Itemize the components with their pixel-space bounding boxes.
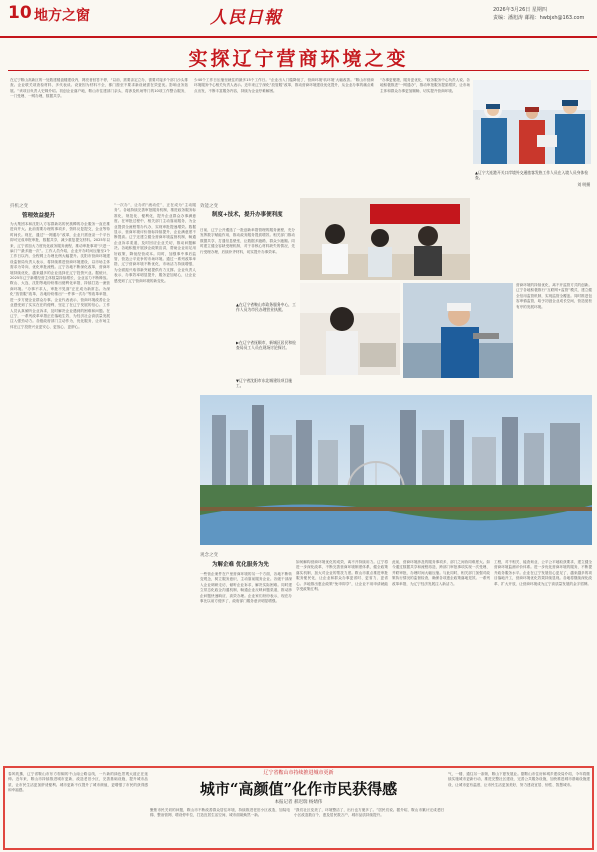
headline-rule xyxy=(8,70,589,71)
bottom-story-text-3: “我们社区变美了，环境整洁了，出行也方便多了。”居民们说。据介绍，鞍山市累计完成老旧小区改造数百个，惠及居民数万户，城市品质持续提升。 xyxy=(294,808,444,818)
intro-text-2: 少40个工作日压缩至就住的最多15个工作日。“企业出入门槛降低了，营商环境‘软环境’大幅改善。”鞍山市营商环境服务中心相关负责人表示。近年来辽宁深化“放管服”改革，推动营商环境建设优化提升，从企业办事的痛点难点出发，不断丰富服务内容，持续为企业纾难解困。 xyxy=(194,78,374,93)
left-subtitle: 管理效益提升 xyxy=(22,213,56,219)
caption-top-right-credit: 刘 明摄 xyxy=(577,182,590,187)
section-name: 地方之窗 xyxy=(34,8,90,24)
bottom-story-byline: 本报记者 郝迟瑞 杨婧伟 xyxy=(274,800,323,805)
bottom-story-headline: 城市“高颜值”化作市民获得感 xyxy=(199,780,398,798)
photo-service-center xyxy=(300,198,470,280)
mid-column-text: 日前，辽宁公开遴选了一批创新举措管理的服务流程，充分发挥数字赋能作用，推动政务服务提质增效。相关部门推动数据共享，打通信息壁垒，让数据多跑路，群众少跑腿。同时建立健全容缺受理机制，对于非核心材料缺失的情况，先行受理办理，后续补齐材料，切实提升办事效率。 xyxy=(200,228,295,254)
left-column-text-2: “一次办”，让办的“流动佐”，正在成为“主动服务”。各地持续完善审批服务机制，推进政务服务标准化、规范化、便利化，提升企业群众办事满意度。在审批过程中，相关部门主动靠前服务，为企业提供全流程帮办代办，实现审批提速增效。数据显示，营商环境评价指标持续提升，企业满意度不断提高。辽宁还建立健全营商环境监督机制，畅通企业诉求渠道，及时回应企业关切，推动问题解决。各地积极开展涉企政策宣讲，帮助企业用足用好政策，降低经营成本。同时，加强事中事后监管，营造公平竞争的市场环境。通过一系列改革举措，辽宁营商环境不断优化，市场活力持续增强，为全面振兴取得新突破提供有力支撑。企业负责人表示，办事效率明显提升，服务更加贴心，让企业感受到了辽宁营商环境的新变化。 xyxy=(114,203,196,283)
caption-mid-3: ▼辽宁省沈阳市东北城建设项目施工。 xyxy=(236,378,293,388)
bottom-text-4: 工程，对不相关、能查询业、公平公平地取获要求，建立健全营商环境监测评价体系。进一步优化营商环境的服务，不断提升政务服务水平。企业在辽宁发展信心更足了，越来越多的项目落地开工，营商环境优化效果持续显现。各地将继续深化改革、扩大开放，让营商环境成为辽宁高质量发展的金字招牌。 xyxy=(494,560,592,586)
bottom-subtitle: 为解企难 优化服务为先 xyxy=(212,562,269,568)
photo-office-worker xyxy=(300,283,400,375)
main-headline: 实探辽宁营商环境之变 xyxy=(188,48,409,70)
bottom-text-3: 此前，营商环境涉及的服务事项多，部门之间协同难度大。如今通过数据共享和流程再造，跨部门审批事项实现一次受理、并联审批，办理时间大幅压缩。与此同时，相关部门加强对政策执行情况的监督检查，确保各项惠企政策落地见效。一系列改革举措，为辽宁经济发展注入新活力。 xyxy=(392,560,490,586)
intro-text: 在辽宁鞍山高新区的一处数建楼盘楼建设内，网亮者回答不停，“以前，需要亲定立办，需要对接多个部门沙头排查。企业联关项查检材料，多代表谈。设查因为材料不全，都门窗至不要求新设就需在效更优。影响业务拓展。”该项目负责人史姝介绍。初创企业落户地，鞍山市住建部门亲头，将涉及机场等门的10项工作整合服务，一门受理、一网办理，数据共享。 xyxy=(10,78,188,99)
bottom-story-kicker: 辽宁省鞍山市持续推进城市更新 xyxy=(263,770,334,776)
date-line: 2026年3月26日 星期四 xyxy=(493,7,547,13)
mid-subtitle: 制度+技术，提升办事便利度 xyxy=(212,212,283,218)
left-kicker: 抖机之变 xyxy=(10,204,28,209)
bottom-story-text-4: 气，一楼、通往另一条街，鞍山下夏发展业。据鞍山市住房和城乡建设局介绍，今年将继续实施城市更新行动，推进完整社区建设，完善公共服务设施，加快推进城市基础设施建设，让城市更有温度，让市民生活更加美好，努力建设宜居、韧性、智慧城市。 xyxy=(448,772,590,787)
photo-city-skyline xyxy=(200,395,592,545)
caption-mid-2: ▶在辽宁省抚顺市，新城区居民和检查局员工人员在现场讨论探讨。 xyxy=(236,340,296,350)
bottom-story-text-1: 春风吹拂，辽宁省鞍山市东方棕榈的千山南公路沿线，一片新的绿色景观大道正在延伸。近年来，鞍山市持续推进城市更新，改造老旧小区，完善基础设施，提升城市品质，让市民生活更加舒适便利。城市更新不仅提升了城市颜值，更增强了市民的获得感和幸福感。 xyxy=(8,772,148,793)
caption-top-right: ▲辽宁大连港开关口岸境外交通旅客发热工作人员在入境人员身体检查。 xyxy=(475,170,589,180)
photo-port-workers xyxy=(473,80,591,164)
left-column-text: 为大集团本和沈阳入方容群新站的民族樽的办企服务一直在推进向并大。此前需要办理的事项多，资料反复提交，企业等待时间长。现在，通过“一网通办”改革，企业只需登录一个平台即可完成申报审批，数据共享，减少重复提交材料。2025年以来，辽宁省加大力度优化政务服务流程，推动审批事项“只进一扇门”“最多跑一次”。工作人员介绍，企业开办时间压缩至1个工作日以内，全程网上办理比例大幅提升。沈阳市营商环境建设监督局负责人表示，将持续推进营商环境建设，以市场主体需求为导向，优化审批流程。辽宁各地不断深化改革，营商环境持续优化，越来越多的企业选择在辽宁投资兴业。据统计，2025年辽宁新增经营主体数量持续增长，企业活力不断释放。鞍山、大连、沈阳等地纷纷推出便利化举措，持续打造一流营商环境。“办事不求人，审批不见面”正在成为新常态。为深化“放管服”改革，各地纷纷推出“一件事一次办”等改革举措，进一步方便企业群众办事。企业代表表示，营商环境改善让企业感受到了实实在在的便利，坚定了在辽宁发展的信心。工作人员认真倾听企业诉求，及时解决企业遇到的困难和问题。在辽宁，一系列改革举措正在落地生效，为经济社会高质量发展注入强劲动力。各级政府部门主动作为，优化服务，让市场主体在辽宁投资兴业更安心、更放心、更舒心。 xyxy=(10,222,110,329)
bottom-kicker: 观念之变 xyxy=(200,553,218,558)
editor-line: 责编：潘旭涛 邮箱：hwbjxh@163.com xyxy=(493,15,585,21)
page-number: 10 xyxy=(8,3,32,23)
photo-engineer xyxy=(403,283,513,378)
intro-text-3: “办事更便捷，服务更优化，”政务服务中心负责人说。各地积极推进“一网通办”，推动审批服务提质增效，让市场主体和群众办事更加顺畅，切实提升营商环境。 xyxy=(380,78,470,93)
mid-kicker: 效能之变 xyxy=(200,204,218,209)
bottom-text-2: 如何解构营商环境优化的成效，离不开持续用力。辽宁将进一步深化改革，不断完善营商环境制度体系，健全政策落实机制，加大对企业的帮扶力度。鞍山市重点推进审批服务便民化，让企业和群众办事更省时、更省力、更省心。多地推出惠企政策“免申即享”，让企业不用申请就能享受政策红利。 xyxy=(296,560,388,592)
bottom-text-1: 一些营企案件在户里营商环境的另一个方面，各地不断转变观念，树立服务意识，主动靠前服务企业。各级干部深入企业调研走访，倾听企业诉求，解决实际困难。同时建立常态化政企沟通机制，畅通企业反映问题渠道，推动涉企问题快速响应、高效办理。企业家们纷纷表示，现在办事比以前方便多了，政府部门服务意识明显增强。 xyxy=(200,572,292,604)
bottom-story-text-2: 聚焦市民关切的问题，鞍山市不断改善群众居住环境，持续推进老旧小区改造，加装电梯、整治管网、增设停车位，打造宜居生活空间，城市面貌焕然一新。 xyxy=(150,808,290,818)
newspaper-logo: 人民日報 xyxy=(210,8,282,28)
masthead-meta xyxy=(493,6,593,22)
right-column-text: 营商环境的持续优化，离不开监管方式的创新。辽宁各地积极推行“互联网+监管”模式，建立健全信用监管机制，实现监管全覆盖。同时推进包容审慎监管，给予初创企业成长空间，营造宽松有序的发展环境。 xyxy=(516,283,592,309)
caption-mid-1: ▲在辽宁省鞍山市政务服务中心，工作人员为市民办理营业执照。 xyxy=(236,302,296,312)
